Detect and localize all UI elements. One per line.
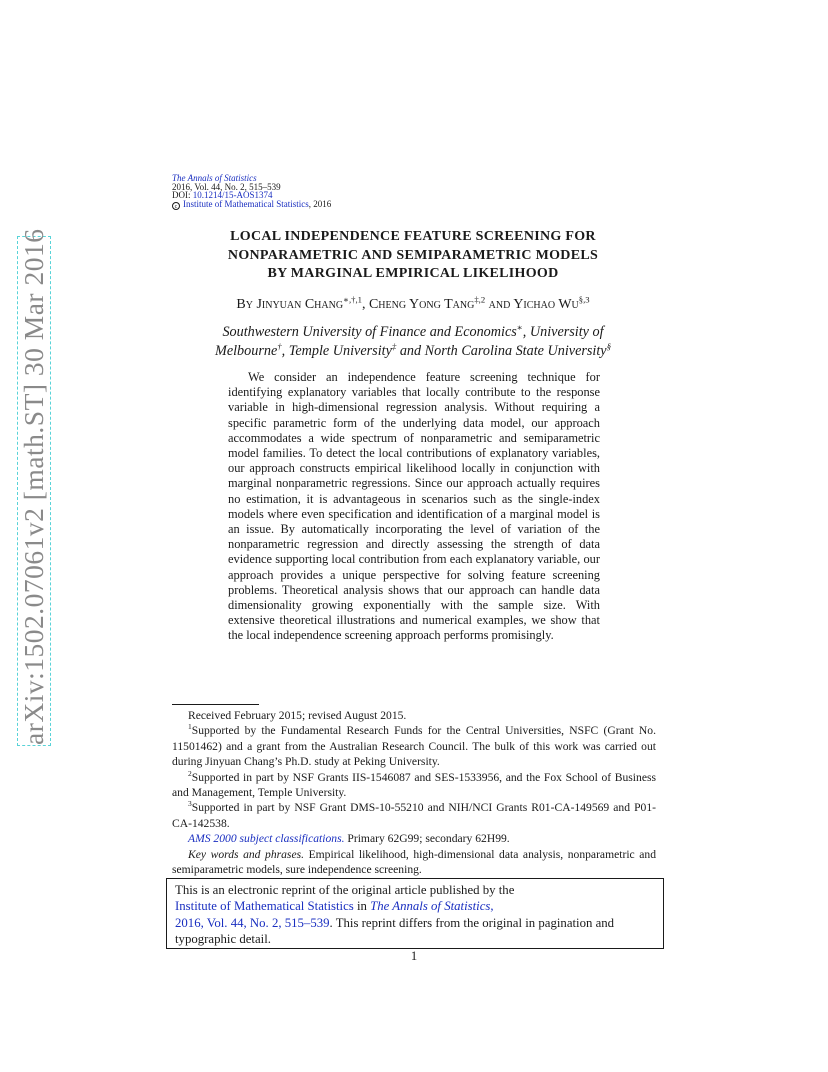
journal-reprint-link[interactable]: The Annals of Statistics <box>370 899 491 914</box>
reprint-notice <box>166 878 664 949</box>
author-sep: , <box>361 297 369 312</box>
affil-4: and North Carolina State University <box>396 343 607 359</box>
ams-link[interactable]: AMS 2000 subject classifications. <box>188 832 345 846</box>
footnote-3-mark: 3 <box>188 799 192 809</box>
footnote-1 <box>172 723 656 769</box>
footnote-3-text: Supported in part by NSF Grant DMS-10-55210 and NIH/NCI Grants R01-CA-149569 and P01-CA-142538. <box>172 801 656 830</box>
journal-name-link[interactable]: The Annals of Statistics <box>172 173 257 183</box>
footnote-3 <box>172 800 656 831</box>
doi-label: DOI: <box>172 190 193 201</box>
author-2: Cheng Yong Tang <box>368 297 475 312</box>
arxiv-stamp[interactable]: arXiv:1502.07061v2 [math.ST] 30 Mar 2016 <box>18 228 49 745</box>
journal-volume: 2016, Vol. 44, No. 2, 515–539 <box>172 181 281 192</box>
affil-sep-1: , University of <box>522 324 604 340</box>
ims-link[interactable]: Institute of Mathematical Statistics <box>183 198 309 209</box>
footnote-1-text: Supported by the Fundamental Research Funds for the Central Universities, NSFC (Grant No. 11501462) and a grant from the Australian Research Council. The bulk of this work was carried out during Jinyuan Chang’s Ph.D. study at Peking University. <box>172 724 656 769</box>
reprint-text-2: . This reprint differs from the original in pagination and typographic detail. <box>175 915 615 946</box>
ims-reprint-link[interactable]: Institute of Mathematical Statistics <box>175 899 354 914</box>
footnote-2-mark: 2 <box>188 768 192 778</box>
author-list <box>160 296 666 314</box>
title-line-2: NONPARAMETRIC AND SEMIPARAMETRIC MODELS <box>227 247 599 263</box>
affiliations <box>170 323 656 361</box>
reprint-in: in <box>353 899 371 914</box>
keywords-label: Key words and phrases. <box>188 847 305 861</box>
page-number: 1 <box>410 949 418 963</box>
reprint-comma: , <box>490 899 494 914</box>
keywords <box>172 847 656 878</box>
title-line-3: BY MARGINAL EMPIRICAL LIKELIHOOD <box>267 266 559 281</box>
author-2-marks: ‡,2 <box>474 294 486 305</box>
and-label: and <box>485 297 514 312</box>
by-label: By <box>236 297 257 312</box>
affil-4-mark: § <box>606 341 611 352</box>
footnote-2-text: Supported in part by NSF Grants IIS-1546087 and SES-1533956, and the Fox School of Business and Management, Temple University. <box>172 770 656 800</box>
keywords-text: Empirical likelihood, high-dimensional data analysis, nonparametric and semiparametric models, sure independence screening. <box>172 847 656 877</box>
affil-1-mark: ∗ <box>516 322 523 333</box>
affil-1: Southwestern University of Finance and Economics <box>222 324 517 340</box>
author-1-marks: ∗,†,1 <box>343 294 362 305</box>
citation-link[interactable]: 2016, Vol. 44, No. 2, 515–539 <box>175 915 330 930</box>
ams-classification <box>172 831 656 846</box>
copyright-icon: c <box>172 202 180 210</box>
footnote-1-mark: 1 <box>188 722 192 732</box>
doi-link[interactable]: 10.1214/15-AOS1374 <box>192 190 273 201</box>
copyright-year: , 2016 <box>308 198 332 209</box>
footnote-rule <box>172 704 259 705</box>
journal-copyright <box>172 200 331 210</box>
author-1: Jinyuan Chang <box>256 297 344 312</box>
affil-3: , Temple University <box>281 343 392 359</box>
author-3-marks: §,3 <box>578 294 590 305</box>
paper-title <box>170 228 656 284</box>
ams-text: Primary 62G99; secondary 62H99. <box>344 832 510 846</box>
footnotes <box>172 708 656 877</box>
reprint-text-1: This is an electronic reprint of the original article published by the <box>175 883 515 897</box>
affil-2-mark: † <box>277 341 282 352</box>
title-line-1: LOCAL INDEPENDENCE FEATURE SCREENING FOR <box>230 229 596 244</box>
journal-header <box>172 174 331 210</box>
affil-3-mark: ‡ <box>391 341 397 352</box>
author-3: Yichao Wu <box>513 297 579 312</box>
affil-2: Melbourne <box>215 343 278 359</box>
abstract-text: We consider an independence feature screening technique for identifying explanatory variables that locally contribute to the response variable in high-dimensional regression analysis. Without requiring a specific parametric form of the underlying data model, our approach accommodates a wide spectrum of nonparametric and semiparametric model families. To detect the local contributions of explanatory variables, our approach constructs empirical likelihood locally in conjunction with marginal nonparametric regressions. Since our approach actually requires no estimation, it is advantageous in scenarios such as the single-index models where even specification and identification of a marginal model is an issue. By automatically incorporating the level of variation of the nonparametric regression and directly assessing the strength of data evidence supporting local contribution from each explanatory variable, our approach provides a unique perspective for solving feature screening problems. Theoretical analysis shows that our approach can handle data dimensionality growing exponentially with the sample size. With extensive theoretical illustrations and numerical examples, we show that the local independence screening approach performs promisingly. <box>228 370 600 643</box>
received-note: Received February 2015; revised August 2015. <box>188 709 407 722</box>
footnote-2 <box>172 770 656 801</box>
